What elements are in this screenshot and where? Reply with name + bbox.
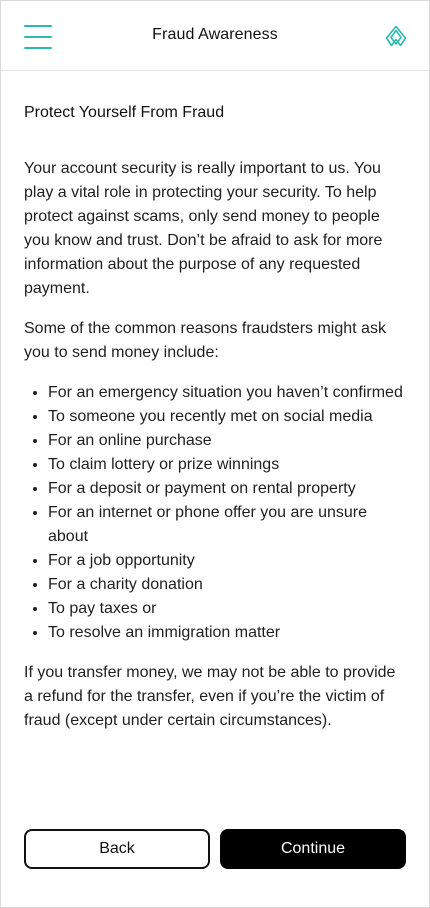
app-header xyxy=(1,1,429,71)
fraud-reasons-list xyxy=(24,381,408,645)
list-item: For a charity donation xyxy=(24,573,408,597)
list-item: For an emergency situation you haven’t confirmed xyxy=(24,381,408,405)
list-item: To resolve an immigration matter xyxy=(24,621,408,645)
intro-paragraph: Your account security is really important to us. You play a vital role in protecting your security. To help protect against scams, only send money to people you know and trust. Don’t be afraid to ask for more information about the purpose of any requested payment. xyxy=(24,160,383,297)
list-item: For an internet or phone offer you are unsure about xyxy=(24,501,408,549)
brand-logo-icon xyxy=(384,25,408,47)
continue-button[interactable]: Continue xyxy=(220,829,406,869)
list-item: For an online purchase xyxy=(24,429,408,453)
back-button[interactable]: Back xyxy=(24,829,210,869)
list-item: For a deposit or payment on rental property xyxy=(24,477,408,501)
list-item: To claim lottery or prize winnings xyxy=(24,453,408,477)
list-item: For a job opportunity xyxy=(24,549,408,573)
page-title: Fraud Awareness xyxy=(152,26,278,43)
refund-notice-paragraph: If you transfer money, we may not be able to provide a refund for the transfer, even if you’re the victim of fraud (except under certain circumstances). xyxy=(24,664,396,729)
fraud-awareness-content xyxy=(24,101,408,733)
list-item: To pay taxes or xyxy=(24,597,408,621)
list-item: To someone you recently met on social media xyxy=(24,405,408,429)
section-title: Protect Yourself From Fraud xyxy=(24,104,225,121)
reasons-intro-paragraph: Some of the common reasons fraudsters might ask you to send money include: xyxy=(24,320,386,361)
